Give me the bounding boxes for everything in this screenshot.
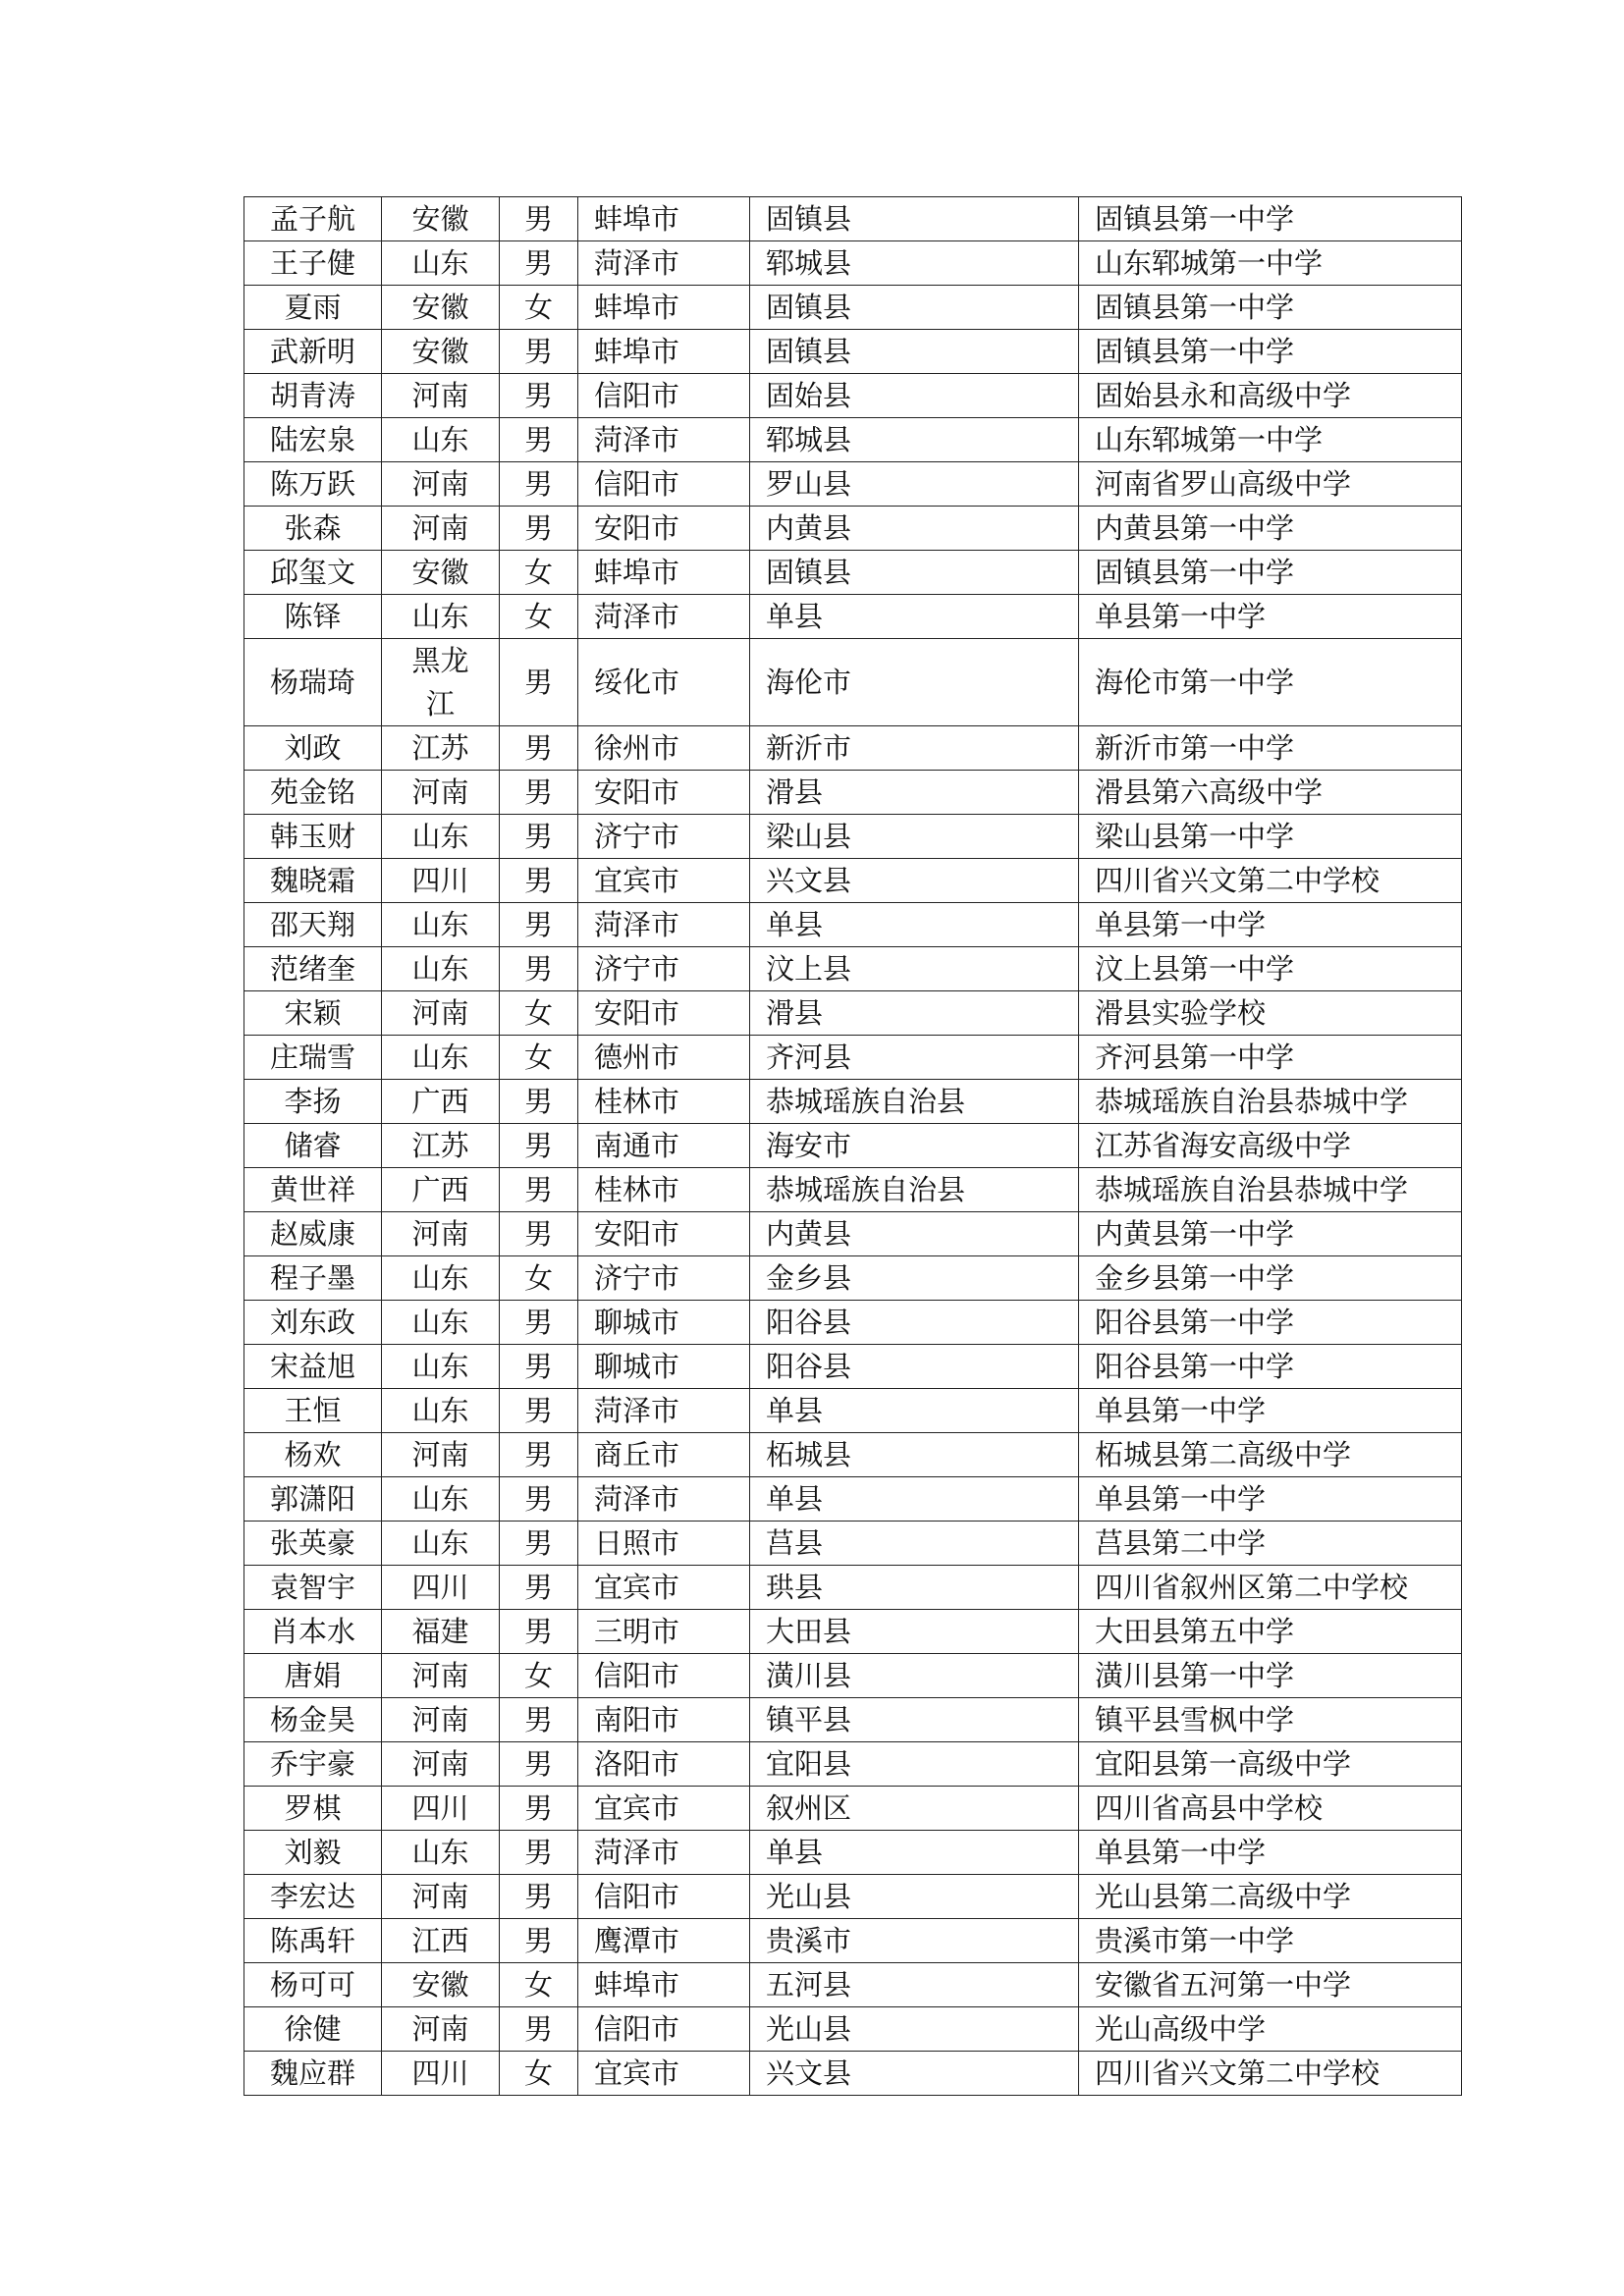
table-row [244,1124,1462,1168]
gender-cell: 男 [500,1875,578,1919]
province-cell: 四川 [382,1787,500,1831]
student-name-cell: 赵威康 [244,1212,382,1256]
table-row [244,903,1462,947]
student-name-cell: 乔宇豪 [244,1742,382,1787]
school-cell: 镇平县雪枫中学 [1079,1698,1462,1742]
province-cell: 山东 [382,947,500,991]
table-row [244,551,1462,595]
province-cell: 安徽 [382,551,500,595]
school-cell: 单县第一中学 [1079,1831,1462,1875]
county-cell: 齐河县 [750,1036,1079,1080]
school-cell: 单县第一中学 [1079,903,1462,947]
school-cell: 莒县第二中学 [1079,1522,1462,1566]
gender-cell: 男 [500,374,578,418]
school-cell: 内黄县第一中学 [1079,1212,1462,1256]
student-name-cell: 夏雨 [244,286,382,330]
county-cell: 汶上县 [750,947,1079,991]
gender-cell: 男 [500,726,578,771]
gender-cell: 男 [500,1389,578,1433]
province-cell: 山东 [382,1831,500,1875]
school-cell: 光山县第二高级中学 [1079,1875,1462,1919]
gender-cell: 男 [500,1831,578,1875]
table-row [244,330,1462,374]
gender-cell: 男 [500,197,578,241]
school-cell: 固镇县第一中学 [1079,197,1462,241]
student-name-cell: 郭潇阳 [244,1477,382,1522]
county-cell: 郓城县 [750,241,1079,286]
school-cell: 金乡县第一中学 [1079,1256,1462,1301]
table-row [244,374,1462,418]
city-cell: 商丘市 [578,1433,750,1477]
city-cell: 菏泽市 [578,1477,750,1522]
student-name-cell: 范绪奎 [244,947,382,991]
student-name-cell: 陈禹轩 [244,1919,382,1963]
table-row [244,1301,1462,1345]
gender-cell: 男 [500,2007,578,2052]
student-name-cell: 庄瑞雪 [244,1036,382,1080]
student-name-cell: 张英豪 [244,1522,382,1566]
county-cell: 大田县 [750,1610,1079,1654]
province-cell: 山东 [382,418,500,462]
province-cell: 福建 [382,1610,500,1654]
city-cell: 蚌埠市 [578,551,750,595]
table-row [244,771,1462,815]
student-name-cell: 肖本水 [244,1610,382,1654]
city-cell: 信阳市 [578,462,750,507]
student-name-cell: 张森 [244,507,382,551]
student-name-cell: 杨欢 [244,1433,382,1477]
school-cell: 贵溪市第一中学 [1079,1919,1462,1963]
table-row [244,1566,1462,1610]
gender-cell: 女 [500,1654,578,1698]
city-cell: 菏泽市 [578,1389,750,1433]
county-cell: 海安市 [750,1124,1079,1168]
school-cell: 四川省高县中学校 [1079,1787,1462,1831]
city-cell: 菏泽市 [578,1831,750,1875]
county-cell: 贵溪市 [750,1919,1079,1963]
city-cell: 信阳市 [578,374,750,418]
county-cell: 滑县 [750,991,1079,1036]
gender-cell: 男 [500,1566,578,1610]
city-cell: 蚌埠市 [578,1963,750,2007]
province-cell: 安徽 [382,1963,500,2007]
table-row [244,2052,1462,2096]
student-name-cell: 袁智宇 [244,1566,382,1610]
student-name-cell: 魏应群 [244,2052,382,2096]
gender-cell: 男 [500,1787,578,1831]
city-cell: 桂林市 [578,1080,750,1124]
city-cell: 南阳市 [578,1698,750,1742]
table-row [244,241,1462,286]
school-cell: 固镇县第一中学 [1079,330,1462,374]
county-cell: 内黄县 [750,507,1079,551]
gender-cell: 男 [500,1212,578,1256]
school-cell: 单县第一中学 [1079,1477,1462,1522]
table-row [244,595,1462,639]
province-cell: 山东 [382,1036,500,1080]
gender-cell: 男 [500,1301,578,1345]
city-cell: 信阳市 [578,1654,750,1698]
student-name-cell: 胡青涛 [244,374,382,418]
city-cell: 蚌埠市 [578,286,750,330]
student-name-cell: 罗棋 [244,1787,382,1831]
county-cell: 单县 [750,1477,1079,1522]
student-name-cell: 杨金昊 [244,1698,382,1742]
city-cell: 宜宾市 [578,2052,750,2096]
gender-cell: 男 [500,1698,578,1742]
school-cell: 齐河县第一中学 [1079,1036,1462,1080]
school-cell: 内黄县第一中学 [1079,507,1462,551]
province-cell: 山东 [382,1477,500,1522]
county-cell: 宜阳县 [750,1742,1079,1787]
student-name-cell: 宋颖 [244,991,382,1036]
province-cell: 山东 [382,1389,500,1433]
student-roster-table [244,196,1462,2096]
county-cell: 滑县 [750,771,1079,815]
gender-cell: 男 [500,947,578,991]
county-cell: 单县 [750,595,1079,639]
county-cell: 潢川县 [750,1654,1079,1698]
table-row [244,859,1462,903]
table-row [244,1742,1462,1787]
county-cell: 新沂市 [750,726,1079,771]
student-name-cell: 刘东政 [244,1301,382,1345]
table-row [244,639,1462,726]
province-cell: 河南 [382,1433,500,1477]
gender-cell: 男 [500,1610,578,1654]
student-name-cell: 杨瑞琦 [244,639,382,726]
gender-cell: 男 [500,1522,578,1566]
table-row [244,1654,1462,1698]
county-cell: 叙州区 [750,1787,1079,1831]
school-cell: 四川省叙州区第二中学校 [1079,1566,1462,1610]
student-name-cell: 武新明 [244,330,382,374]
gender-cell: 男 [500,507,578,551]
gender-cell: 男 [500,815,578,859]
county-cell: 固镇县 [750,197,1079,241]
student-name-cell: 陆宏泉 [244,418,382,462]
city-cell: 安阳市 [578,507,750,551]
province-cell: 山东 [382,1345,500,1389]
table-row [244,2007,1462,2052]
county-cell: 单县 [750,903,1079,947]
gender-cell: 男 [500,1080,578,1124]
table-row [244,286,1462,330]
student-name-cell: 李扬 [244,1080,382,1124]
province-cell: 江苏 [382,726,500,771]
city-cell: 宜宾市 [578,1566,750,1610]
gender-cell: 女 [500,991,578,1036]
gender-cell: 男 [500,418,578,462]
city-cell: 绥化市 [578,639,750,726]
gender-cell: 女 [500,286,578,330]
school-cell: 汶上县第一中学 [1079,947,1462,991]
county-cell: 阳谷县 [750,1301,1079,1345]
city-cell: 安阳市 [578,991,750,1036]
table-row [244,507,1462,551]
city-cell: 洛阳市 [578,1742,750,1787]
city-cell: 宜宾市 [578,1787,750,1831]
student-name-cell: 唐娟 [244,1654,382,1698]
city-cell: 日照市 [578,1522,750,1566]
school-cell: 梁山县第一中学 [1079,815,1462,859]
table-row [244,1698,1462,1742]
school-cell: 滑县第六高级中学 [1079,771,1462,815]
school-cell: 江苏省海安高级中学 [1079,1124,1462,1168]
student-name-cell: 宋益旭 [244,1345,382,1389]
gender-cell: 男 [500,1433,578,1477]
school-cell: 潢川县第一中学 [1079,1654,1462,1698]
table-row [244,1080,1462,1124]
student-name-cell: 邵天翔 [244,903,382,947]
table-row [244,197,1462,241]
county-cell: 光山县 [750,2007,1079,2052]
county-cell: 金乡县 [750,1256,1079,1301]
county-cell: 五河县 [750,1963,1079,2007]
school-cell: 固镇县第一中学 [1079,286,1462,330]
county-cell: 固镇县 [750,286,1079,330]
table-row [244,1787,1462,1831]
city-cell: 三明市 [578,1610,750,1654]
province-cell: 安徽 [382,330,500,374]
province-cell: 山东 [382,1256,500,1301]
gender-cell: 女 [500,2052,578,2096]
county-cell: 单县 [750,1831,1079,1875]
city-cell: 菏泽市 [578,418,750,462]
province-cell: 河南 [382,1875,500,1919]
province-cell: 河南 [382,507,500,551]
province-cell: 河南 [382,1654,500,1698]
gender-cell: 女 [500,1036,578,1080]
table-row [244,1389,1462,1433]
table-row [244,1477,1462,1522]
student-name-cell: 陈万跃 [244,462,382,507]
gender-cell: 男 [500,1742,578,1787]
county-cell: 莒县 [750,1522,1079,1566]
school-cell: 光山高级中学 [1079,2007,1462,2052]
student-name-cell: 杨可可 [244,1963,382,2007]
city-cell: 菏泽市 [578,903,750,947]
school-cell: 滑县实验学校 [1079,991,1462,1036]
table-row [244,1345,1462,1389]
city-cell: 济宁市 [578,947,750,991]
province-cell: 河南 [382,462,500,507]
gender-cell: 女 [500,551,578,595]
county-cell: 罗山县 [750,462,1079,507]
city-cell: 徐州市 [578,726,750,771]
province-cell: 山东 [382,815,500,859]
province-cell: 河南 [382,1212,500,1256]
table-row [244,815,1462,859]
city-cell: 桂林市 [578,1168,750,1212]
school-cell: 大田县第五中学 [1079,1610,1462,1654]
student-name-cell: 储睿 [244,1124,382,1168]
county-cell: 阳谷县 [750,1345,1079,1389]
province-cell: 山东 [382,241,500,286]
city-cell: 蚌埠市 [578,197,750,241]
city-cell: 德州市 [578,1036,750,1080]
county-cell: 梁山县 [750,815,1079,859]
student-name-cell: 魏晓霜 [244,859,382,903]
table-row [244,1875,1462,1919]
county-cell: 固镇县 [750,551,1079,595]
gender-cell: 男 [500,462,578,507]
province-cell: 河南 [382,771,500,815]
city-cell: 聊城市 [578,1345,750,1389]
city-cell: 菏泽市 [578,595,750,639]
province-cell: 山东 [382,1301,500,1345]
table-row [244,1256,1462,1301]
province-cell: 黑龙 江 [382,639,500,726]
province-cell: 四川 [382,859,500,903]
county-cell: 固镇县 [750,330,1079,374]
student-name-cell: 陈铎 [244,595,382,639]
school-cell: 宜阳县第一高级中学 [1079,1742,1462,1787]
province-cell: 河南 [382,1742,500,1787]
province-cell: 安徽 [382,197,500,241]
province-cell: 江西 [382,1919,500,1963]
gender-cell: 男 [500,859,578,903]
province-cell: 江苏 [382,1124,500,1168]
student-name-cell: 徐健 [244,2007,382,2052]
city-cell: 济宁市 [578,815,750,859]
city-cell: 信阳市 [578,2007,750,2052]
table-row [244,991,1462,1036]
student-name-cell: 苑金铭 [244,771,382,815]
student-name-cell: 刘毅 [244,1831,382,1875]
table-row [244,1610,1462,1654]
city-cell: 济宁市 [578,1256,750,1301]
school-cell: 山东郓城第一中学 [1079,418,1462,462]
gender-cell: 男 [500,903,578,947]
county-cell: 兴文县 [750,859,1079,903]
school-cell: 河南省罗山高级中学 [1079,462,1462,507]
province-cell: 广西 [382,1168,500,1212]
school-cell: 恭城瑶族自治县恭城中学 [1079,1168,1462,1212]
student-name-cell: 韩玉财 [244,815,382,859]
province-cell: 广西 [382,1080,500,1124]
city-cell: 菏泽市 [578,241,750,286]
county-cell: 单县 [750,1389,1079,1433]
county-cell: 镇平县 [750,1698,1079,1742]
province-cell: 河南 [382,1698,500,1742]
city-cell: 鹰潭市 [578,1919,750,1963]
gender-cell: 男 [500,771,578,815]
table-row [244,947,1462,991]
gender-cell: 男 [500,1345,578,1389]
city-cell: 蚌埠市 [578,330,750,374]
table-row [244,1522,1462,1566]
county-cell: 内黄县 [750,1212,1079,1256]
county-cell: 恭城瑶族自治县 [750,1080,1079,1124]
student-name-cell: 孟子航 [244,197,382,241]
province-cell: 山东 [382,595,500,639]
gender-cell: 男 [500,1919,578,1963]
student-name-cell: 刘政 [244,726,382,771]
city-cell: 安阳市 [578,1212,750,1256]
county-cell: 海伦市 [750,639,1079,726]
student-name-cell: 王恒 [244,1389,382,1433]
county-cell: 郓城县 [750,418,1079,462]
roster-body [244,197,1462,2096]
gender-cell: 男 [500,1168,578,1212]
table-row [244,418,1462,462]
student-name-cell: 李宏达 [244,1875,382,1919]
table-row [244,1212,1462,1256]
province-cell: 四川 [382,2052,500,2096]
gender-cell: 男 [500,1124,578,1168]
school-cell: 恭城瑶族自治县恭城中学 [1079,1080,1462,1124]
province-cell: 河南 [382,2007,500,2052]
table-row [244,1963,1462,2007]
county-cell: 珙县 [750,1566,1079,1610]
school-cell: 单县第一中学 [1079,1389,1462,1433]
school-cell: 固镇县第一中学 [1079,551,1462,595]
county-cell: 恭城瑶族自治县 [750,1168,1079,1212]
province-cell: 山东 [382,903,500,947]
school-cell: 阳谷县第一中学 [1079,1345,1462,1389]
city-cell: 宜宾市 [578,859,750,903]
county-cell: 兴文县 [750,2052,1079,2096]
table-row [244,1168,1462,1212]
county-cell: 柘城县 [750,1433,1079,1477]
table-row [244,462,1462,507]
table-row [244,726,1462,771]
school-cell: 新沂市第一中学 [1079,726,1462,771]
city-cell: 南通市 [578,1124,750,1168]
gender-cell: 男 [500,639,578,726]
province-cell: 安徽 [382,286,500,330]
province-cell: 四川 [382,1566,500,1610]
table-row [244,1036,1462,1080]
table-row [244,1919,1462,1963]
gender-cell: 男 [500,330,578,374]
school-cell: 单县第一中学 [1079,595,1462,639]
gender-cell: 女 [500,595,578,639]
table-row [244,1831,1462,1875]
student-name-cell: 王子健 [244,241,382,286]
school-cell: 四川省兴文第二中学校 [1079,859,1462,903]
school-cell: 四川省兴文第二中学校 [1079,2052,1462,2096]
school-cell: 海伦市第一中学 [1079,639,1462,726]
gender-cell: 男 [500,1477,578,1522]
student-name-cell: 黄世祥 [244,1168,382,1212]
student-name-cell: 邱玺文 [244,551,382,595]
county-cell: 固始县 [750,374,1079,418]
province-cell: 河南 [382,374,500,418]
province-cell: 山东 [382,1522,500,1566]
county-cell: 光山县 [750,1875,1079,1919]
city-cell: 聊城市 [578,1301,750,1345]
table-row [244,1433,1462,1477]
school-cell: 阳谷县第一中学 [1079,1301,1462,1345]
school-cell: 柘城县第二高级中学 [1079,1433,1462,1477]
student-name-cell: 程子墨 [244,1256,382,1301]
province-cell: 河南 [382,991,500,1036]
school-cell: 山东郓城第一中学 [1079,241,1462,286]
school-cell: 安徽省五河第一中学 [1079,1963,1462,2007]
school-cell: 固始县永和高级中学 [1079,374,1462,418]
gender-cell: 女 [500,1256,578,1301]
city-cell: 安阳市 [578,771,750,815]
city-cell: 信阳市 [578,1875,750,1919]
gender-cell: 女 [500,1963,578,2007]
gender-cell: 男 [500,241,578,286]
